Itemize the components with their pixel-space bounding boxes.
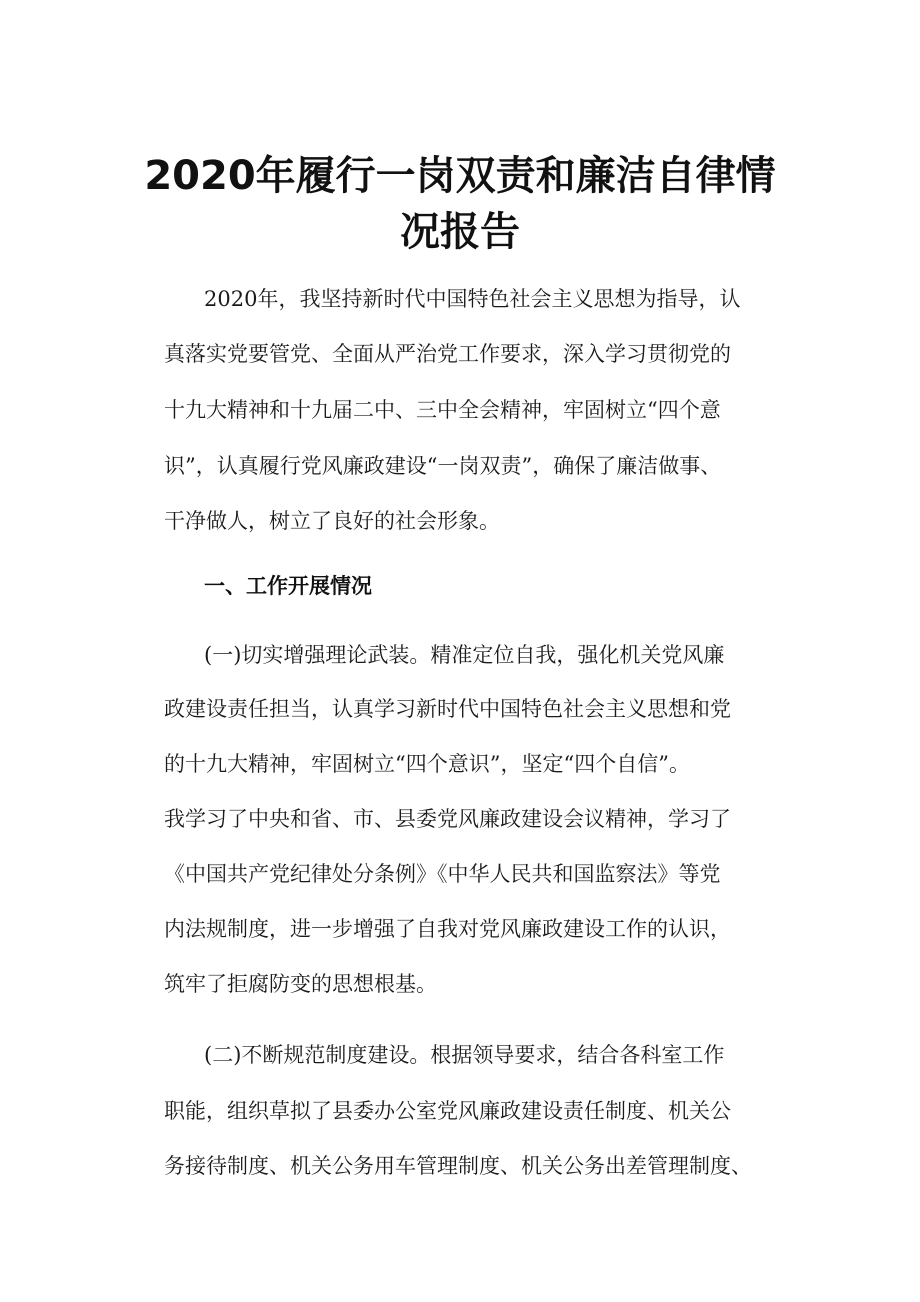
paragraph-line: 我学习了中央和省、市、县委党风廉政建设会议精神，学习了 — [164, 807, 731, 831]
paragraph-line: 筑牢了拒腐防变的思想根基。 — [164, 972, 437, 996]
paragraph-line: (二)不断规范制度建设。根据领导要求，结合各科室工作 — [204, 1043, 725, 1067]
document-title-line-1: 2020年履行一岗双责和廉洁自律情 — [144, 153, 776, 199]
intro-line: 2020年，我坚持新时代中国特色社会主义思想为指导，认 — [204, 287, 741, 311]
intro-line: 识”，认真履行党风廉政建设“一岗双责”，确保了廉洁做事、 — [164, 454, 722, 478]
document-title-line-2: 况报告 — [400, 209, 520, 255]
paragraph-line: 《中国共产党纪律处分条例》《中华人民共和国监察法》等党 — [164, 862, 721, 886]
paragraph-line: 政建设责任担当，认真学习新时代中国特色社会主义思想和党 — [164, 697, 731, 721]
intro-line: 干净做人，树立了良好的社会形象。 — [164, 509, 500, 533]
paragraph-line: 内法规制度，进一步增强了自我对党风廉政建设工作的认识， — [164, 917, 731, 941]
intro-line: 真落实党要管党、全面从严治党工作要求，深入学习贯彻党的 — [164, 342, 731, 366]
intro-line: 十九大精神和十九届二中、三中全会精神，牢固树立“四个意 — [164, 398, 721, 422]
paragraph-line: 职能，组织草拟了县委办公室党风廉政建设责任制度、机关公 — [164, 1099, 731, 1123]
section-heading: 一、工作开展情况 — [204, 574, 372, 598]
paragraph-line: 的十九大精神，牢固树立“四个意识”，坚定“四个自信”。 — [164, 752, 690, 776]
paragraph-line: 务接待制度、机关公务用车管理制度、机关公务出差管理制度、 — [164, 1154, 752, 1178]
paragraph-line: (一)切实增强理论武装。精准定位自我，强化机关党风廉 — [204, 643, 725, 667]
